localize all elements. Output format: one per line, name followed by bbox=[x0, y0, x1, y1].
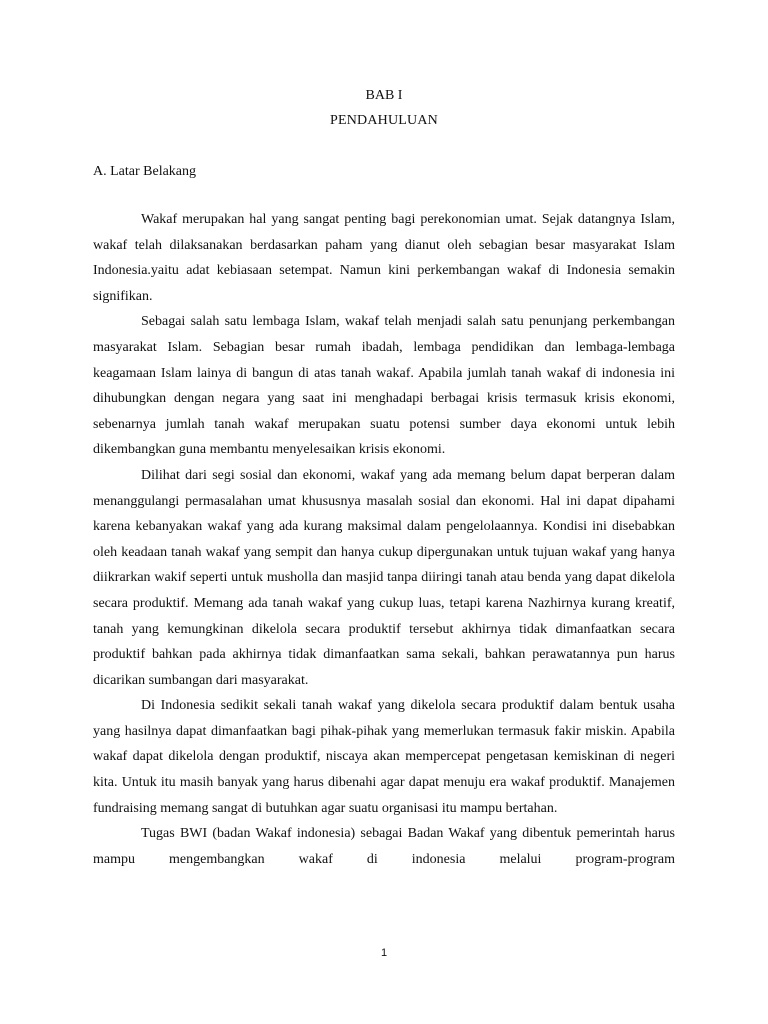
page-number: 1 bbox=[380, 947, 388, 959]
chapter-title: PENDAHULUAN bbox=[330, 113, 438, 128]
paragraph-3: Dilihat dari segi sosial dan ekonomi, wakaf yang ada memang belum dapat berperan dalam menanggulangi permasalahan umat khususnya masalah sosial dan ekonomi. Hal ini dapat dipahami karena kebanyakan wakaf yang ada kurang maksimal dalam pengelolaannya. Kondisi ini disebabkan oleh keadaan tanah wakaf yang sempit dan hanya cukup dipergunakan untuk tujuan wakaf yang hanya diikrarkan wakif seperti untuk musholla dan masjid tanpa diiringi tanah atau benda yang dapat dikelola secara produktif. Memang ada tanah wakaf yang cukup luas, tetapi karena Nazhirnya kurang kreatif, tanah yang kemungkinan dikelola secara produktif tersebut akhirnya tidak dimanfaatkan secara produktif bahkan pada akhirnya tidak dimanfaatkan sama sekali, bahkan perawatannya pun harus dicarikan sumbangan dari masyarakat. bbox=[93, 467, 675, 688]
chapter-number: BAB I bbox=[365, 88, 403, 103]
paragraph-2: Sebagai salah satu lembaga Islam, wakaf telah menjadi salah satu penunjang perkembangan masyarakat Islam. Sebagian besar rumah ibadah, lembaga pendidikan dan lembaga-lembaga keagamaan Islam lainya di bangun di atas tanah wakaf. Apabila jumlah tanah wakaf di indonesia ini dihubungkan dengan negara yang saat ini menghadapi berbagai krisis termasuk krisis ekonomi, sebenarnya jumlah tanah wakaf merupakan suatu potensi sumber daya ekonomi untuk lebih dikembangkan guna membantu menyelesaikan krisis ekonomi. bbox=[93, 314, 675, 458]
paragraph-4: Di Indonesia sedikit sekali tanah wakaf yang dikelola secara produktif dalam bentuk usaha yang hasilnya dapat dimanfaatkan bagi pihak-pihak yang memerlukan termasuk fakir miskin. Apabila wakaf dapat dikelola dengan produktif, niscaya akan mempercepat pengetasan kemiskinan di negeri kita. Untuk itu masih banyak yang harus dibenahi agar dapat menuju era wakaf produktif. Manajemen fundraising memang sangat di butuhkan agar suatu organisasi itu mampu bertahan. bbox=[93, 698, 675, 816]
section-heading: A. Latar Belakang bbox=[93, 164, 197, 179]
body-text bbox=[93, 207, 675, 872]
paragraph-5: Tugas BWI (badan Wakaf indonesia) sebagai Badan Wakaf yang dibentuk pemerintah harus mampu mengembangkan wakaf di indonesia melalui program-program bbox=[93, 826, 675, 867]
paragraph-1: Wakaf merupakan hal yang sangat penting bagi perekonomian umat. Sejak datangnya Islam, wakaf telah dilaksanakan berdasarkan paham yang dianut oleh sebagian besar masyarakat Islam Indonesia.yaitu adat kebiasaan setempat. Namun kini perkembangan wakaf di Indonesia semakin signifikan. bbox=[93, 212, 675, 304]
